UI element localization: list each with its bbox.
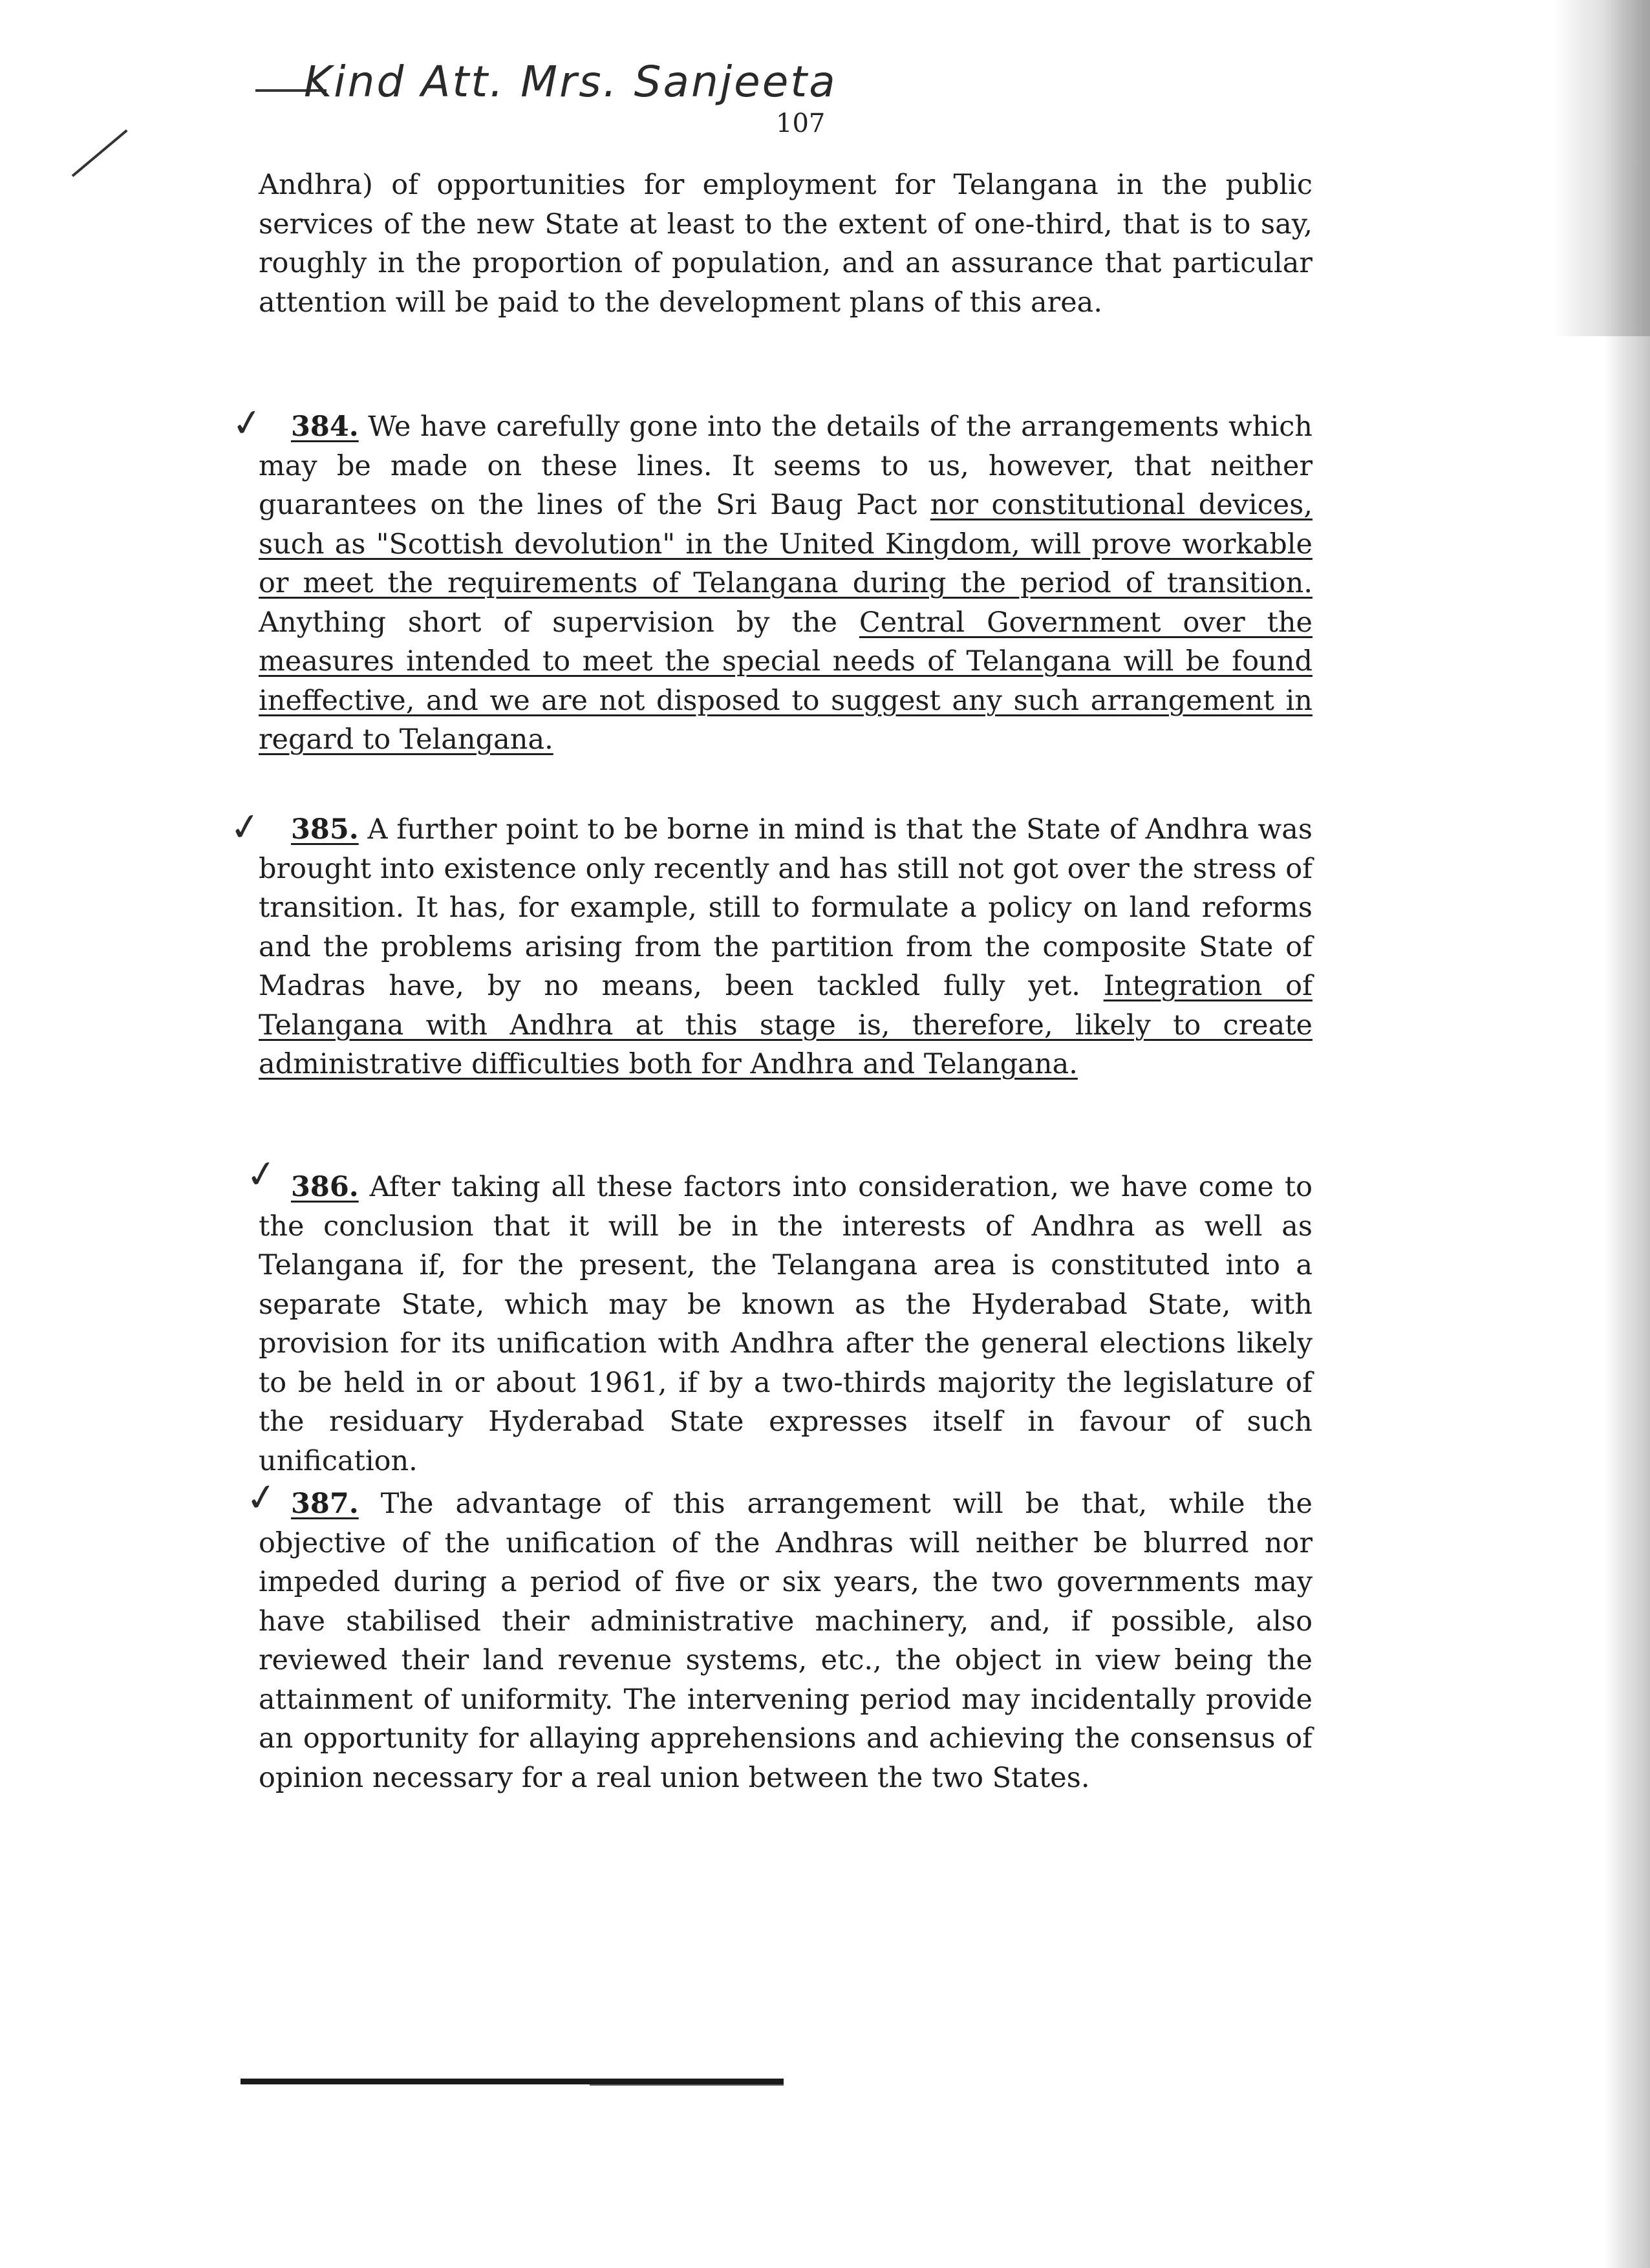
paragraph-385: [259, 810, 1312, 1084]
paragraph-text: A further point to be borne in mind is that the State of Andhra was brought into existence only recently and has still not got over the stress of transition. It has, for example, still to formulate a policy on land reforms and the problems arising from the partition from the composite State of Madras have, by no means, been tackled fully yet.: [259, 813, 1313, 1002]
paragraph-continuation: [259, 166, 1312, 322]
underlined-text: nor constitutional devices, such as "Scottish devolution" in the United Kingdom, will prove workable or meet the requirements of Telangana during the period of transition.: [259, 489, 1312, 599]
paragraph-number: 387.: [291, 1488, 359, 1520]
check-mark-icon: ✓: [242, 1473, 281, 1522]
check-mark-icon: ✓: [228, 398, 266, 447]
scan-shadow-corner: [1553, 0, 1650, 336]
scan-shadow-edge: [1605, 0, 1650, 2268]
handwritten-attention-note: Kind Att. Mrs. Sanjeeta: [304, 57, 837, 107]
paragraph-text: After taking all these factors into consideration, we have come to the conclusion that it will be in the interests of Andhra as well as Telangana if, for the present, the Telangana area is constituted into a separate State, which may be known as the Hyderabad State, with provision for its unification with Andhra after the general elections likely to be held in or about 1961, if by a two-thirds majority the legislature of the residuary Hyderabad State expresses itself in favour of such unification.: [259, 1171, 1312, 1477]
page-number: 107: [776, 109, 826, 138]
check-mark-icon: ✓: [226, 802, 264, 851]
underlined-text: Integration of Telangana with Andhra at this stage is, therefore, likely to create administrative difficulties both for Andhra and Telangana.: [259, 970, 1312, 1080]
paragraph-387: [259, 1484, 1312, 1797]
handwritten-slash-mark: [72, 129, 128, 177]
paragraph-386: [259, 1168, 1312, 1481]
paragraph-text: Anything short of supervision by the: [259, 606, 859, 639]
paragraph-number: 385.: [291, 813, 359, 846]
paragraph-text: We have carefully gone into the details of the arrangements which may be made on these lines. It seems to us, however, that neither guarantees on the lines of the Sri Baug Pact: [259, 411, 1312, 521]
check-mark-icon: ✓: [242, 1150, 281, 1199]
paragraph-number: 384.: [291, 411, 359, 443]
underlined-text: Central Government over the measures intended to meet the special needs of Telangana will be found ineffective, and we are not disposed to suggest any such arrangement in regard to Telangana.: [259, 606, 1312, 756]
paragraph-384: [259, 407, 1312, 760]
footnote-rule: [241, 2079, 784, 2084]
paragraph-text: Andhra) of opportunities for employment for Telangana in the public services of the new State at least to the extent of one-third, that is to say, roughly in the proportion of population, and an assurance that particular attention will be paid to the development plans of this area.: [259, 169, 1312, 319]
paragraph-text: The advantage of this arrangement will be that, while the objective of the unification of the Andhras will neither be blurred nor impeded during a period of five or six years, the two governments may have stabilised their administrative machinery, and, if possible, also reviewed their land revenue systems, etc., the object in view being the attainment of uniformity. The intervening period may incidentally provide an opportunity for allaying apprehensions and achieving the consensus of opinion necessary for a real union between the two States.: [259, 1488, 1312, 1794]
paragraph-number: 386.: [291, 1171, 359, 1203]
